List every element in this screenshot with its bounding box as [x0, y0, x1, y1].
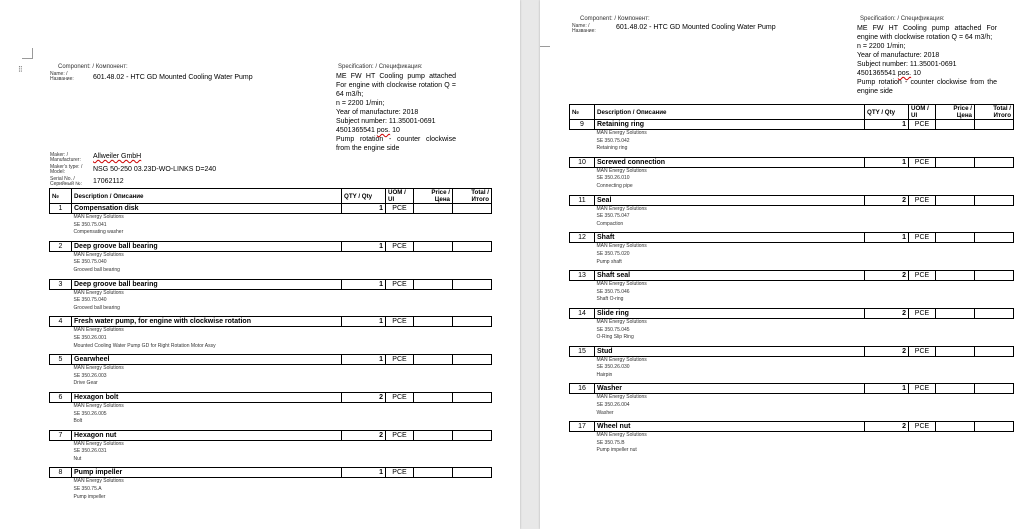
- item-number: 1: [50, 204, 72, 214]
- item-number: 14: [570, 308, 595, 318]
- item-qty: 1: [342, 317, 386, 327]
- item-detail-row: [50, 267, 492, 275]
- item-qty: 1: [865, 120, 909, 130]
- item-part: SE 350.75.040: [73, 259, 107, 266]
- item-detail-row: [50, 297, 492, 305]
- item-detail-row: [50, 380, 492, 388]
- table-header-row: [570, 105, 1014, 120]
- item-note: Connecting pipe: [596, 182, 633, 189]
- col-price-header: Price / Цена: [936, 105, 975, 120]
- item-price: [936, 422, 975, 432]
- item-price: [936, 271, 975, 281]
- item-maker: MAN Energy Solutions: [596, 167, 647, 174]
- item-price: [936, 384, 975, 394]
- item-name: Shaft seal: [595, 271, 865, 281]
- item-total: [453, 392, 492, 402]
- item-maker: MAN Energy Solutions: [596, 281, 647, 288]
- item-number: 4: [50, 317, 72, 327]
- specification-block: [857, 24, 997, 96]
- item-note: Compaction: [596, 220, 624, 227]
- item-price: [414, 241, 453, 251]
- item-price: [936, 233, 975, 243]
- item-name: Slide ring: [595, 308, 865, 318]
- spec-speed: n = 2200 1/min;: [336, 100, 385, 107]
- maker-label: Maker: / Manufacturer:: [50, 152, 81, 164]
- serial-number: 17062112: [93, 178, 124, 185]
- name-label: Name: / Название:: [50, 71, 74, 83]
- item-detail-row: [570, 213, 1014, 221]
- col-uom-header: UOM / UI: [386, 189, 414, 204]
- crop-mark-icon: [22, 48, 33, 59]
- item-detail-row: [50, 456, 492, 464]
- item-detail-row: [50, 214, 492, 222]
- item-note: Hairpin: [596, 371, 613, 378]
- col-description-header: Description / Описание: [72, 189, 342, 204]
- item-number: 12: [570, 233, 595, 243]
- item-qty: 1: [342, 468, 386, 478]
- spec-rotation: Pump rotation - counter clockwise from the engine side: [857, 79, 997, 95]
- item-detail-row: [570, 221, 1014, 229]
- table-row: [50, 204, 492, 214]
- item-part: SE 350.26.003: [73, 372, 107, 379]
- item-uom: PCE: [386, 392, 414, 402]
- item-note: Mounted Cooling Water Pump GD for Right Rotation Motor Assy: [73, 342, 216, 349]
- item-total: [975, 195, 1014, 205]
- item-detail-row: [50, 335, 492, 343]
- table-row: [50, 279, 492, 289]
- item-detail-row: [50, 402, 492, 410]
- item-note: Pump impeller nut: [596, 447, 637, 454]
- item-detail-row: [570, 440, 1014, 448]
- item-number: 2: [50, 241, 72, 251]
- item-uom: PCE: [909, 422, 936, 432]
- item-detail-row: [50, 229, 492, 237]
- specification-block: [336, 72, 456, 153]
- table-row: [50, 430, 492, 440]
- col-description-header: Description / Описание: [595, 105, 865, 120]
- item-detail-row: [570, 402, 1014, 410]
- component-name: 601.48.02 - HTC GD Mounted Cooling Water Pump: [93, 74, 253, 81]
- item-uom: PCE: [909, 346, 936, 356]
- item-detail-row: [570, 138, 1014, 146]
- item-note: Grooved ball bearing: [73, 266, 120, 273]
- drag-handle-icon[interactable]: ⁝⁝: [18, 64, 22, 74]
- item-name: Stud: [595, 346, 865, 356]
- item-detail-row: [570, 259, 1014, 267]
- item-detail-row: [50, 440, 492, 448]
- item-detail-row: [570, 167, 1014, 175]
- item-uom: PCE: [386, 241, 414, 251]
- item-uom: PCE: [909, 195, 936, 205]
- item-note: Pump impeller: [73, 493, 106, 500]
- item-detail-row: [50, 373, 492, 381]
- item-number: 7: [50, 430, 72, 440]
- item-price: [936, 120, 975, 130]
- parts-table-body: [50, 204, 492, 502]
- serial-label: Serial No. / Серийный №:: [50, 176, 83, 188]
- item-maker: MAN Energy Solutions: [73, 402, 124, 409]
- item-detail-row: [570, 130, 1014, 138]
- item-uom: PCE: [909, 271, 936, 281]
- item-part: SE 350.26.031: [73, 448, 107, 455]
- component-name: 601.48.02 - HTC GD Mounted Cooling Water Pump: [616, 24, 776, 31]
- item-total: [975, 233, 1014, 243]
- item-detail-row: [50, 289, 492, 297]
- table-row: [570, 346, 1014, 356]
- component-label: Component: / Компонент:: [580, 16, 650, 22]
- item-part: SE 350.75.B: [596, 439, 625, 446]
- maker-name: Allweiler GmbH: [93, 153, 142, 160]
- item-total: [975, 346, 1014, 356]
- col-price-header: Price / Цена: [414, 189, 453, 204]
- item-uom: PCE: [909, 120, 936, 130]
- item-detail-row: [570, 243, 1014, 251]
- item-note: Grooved ball bearing: [73, 304, 120, 311]
- item-detail-row: [570, 372, 1014, 380]
- item-name: Retaining ring: [595, 120, 865, 130]
- spec-description: ME FW HT Cooling pump attached For engine with clockwise rotation Q = 64 m3/h;: [857, 25, 997, 41]
- item-part: SE 350.75.A: [73, 486, 102, 493]
- item-uom: PCE: [386, 317, 414, 327]
- item-part: SE 350.75.042: [596, 137, 630, 144]
- item-price: [936, 346, 975, 356]
- item-number: 3: [50, 279, 72, 289]
- col-total-header: Total / Итого: [453, 189, 492, 204]
- item-detail-row: [50, 418, 492, 426]
- item-detail-row: [570, 251, 1014, 259]
- item-total: [975, 157, 1014, 167]
- item-uom: PCE: [909, 233, 936, 243]
- item-part: SE 350.75.046: [596, 288, 630, 295]
- item-detail-row: [570, 327, 1014, 335]
- item-note: Nut: [73, 455, 82, 462]
- table-row: [50, 355, 492, 365]
- item-qty: 1: [342, 279, 386, 289]
- item-maker: MAN Energy Solutions: [596, 356, 647, 363]
- item-uom: PCE: [386, 430, 414, 440]
- item-part: SE 350.75.040: [73, 297, 107, 304]
- crop-mark-icon: [540, 36, 550, 47]
- item-uom: PCE: [909, 308, 936, 318]
- spec-description: ME FW HT Cooling pump attached For engine with clockwise rotation Q = 64 m3/h;: [336, 73, 456, 98]
- item-detail-row: [570, 205, 1014, 213]
- col-uom-header: UOM / UI: [909, 105, 936, 120]
- item-qty: 1: [865, 157, 909, 167]
- table-row: [570, 195, 1014, 205]
- item-detail-row: [570, 281, 1014, 289]
- item-total: [975, 422, 1014, 432]
- item-qty: 1: [342, 204, 386, 214]
- item-price: [936, 308, 975, 318]
- item-detail-row: [570, 175, 1014, 183]
- table-row: [50, 317, 492, 327]
- item-part: SE 350.26.001: [73, 334, 107, 341]
- item-detail-row: [50, 486, 492, 494]
- makers-type-label: Maker's type: / Model:: [50, 164, 83, 176]
- spec-pos: 4501365541 pos. 10: [336, 127, 400, 134]
- item-part: SE 350.26.010: [596, 175, 630, 182]
- item-qty: 1: [342, 241, 386, 251]
- item-uom: PCE: [386, 279, 414, 289]
- col-no-header: №: [50, 189, 72, 204]
- item-uom: PCE: [386, 468, 414, 478]
- item-detail-row: [570, 334, 1014, 342]
- item-detail-row: [50, 365, 492, 373]
- item-total: [975, 384, 1014, 394]
- maker-type: NSG 50-250 03.23D-WO-LINKS D=240: [93, 166, 217, 173]
- item-qty: 2: [865, 422, 909, 432]
- item-note: Drive Gear: [73, 380, 98, 387]
- table-row: [50, 392, 492, 402]
- item-number: 15: [570, 346, 595, 356]
- item-maker: MAN Energy Solutions: [596, 394, 647, 401]
- item-detail-row: [50, 222, 492, 230]
- col-qty-header: QTY / Qty: [342, 189, 386, 204]
- item-part: SE 350.75.045: [596, 326, 630, 333]
- item-total: [453, 241, 492, 251]
- spec-speed: n = 2200 1/min;: [857, 43, 906, 50]
- item-detail-row: [50, 478, 492, 486]
- col-qty-header: QTY / Qty: [865, 105, 909, 120]
- item-name: Deep groove ball bearing: [72, 241, 342, 251]
- item-number: 8: [50, 468, 72, 478]
- table-header-row: [50, 189, 492, 204]
- item-qty: 2: [342, 392, 386, 402]
- item-qty: 1: [342, 355, 386, 365]
- item-detail-row: [570, 432, 1014, 440]
- item-detail-row: [50, 411, 492, 419]
- spec-subject: Subject number: 11.35001-0691: [857, 61, 957, 68]
- parts-table-page-1: [49, 188, 492, 501]
- spec-year: Year of manufacture: 2018: [336, 109, 419, 116]
- name-label: Name: / Название:: [572, 23, 596, 35]
- item-total: [453, 204, 492, 214]
- item-maker: MAN Energy Solutions: [73, 327, 124, 334]
- item-detail-row: [50, 494, 492, 502]
- item-detail-row: [570, 447, 1014, 455]
- item-detail-row: [570, 318, 1014, 326]
- spec-rotation: Pump rotation - counter clockwise from the engine side: [336, 136, 456, 152]
- item-number: 16: [570, 384, 595, 394]
- item-number: 5: [50, 355, 72, 365]
- item-price: [414, 204, 453, 214]
- item-name: Seal: [595, 195, 865, 205]
- item-detail-row: [50, 305, 492, 313]
- item-part: SE 350.26.030: [596, 364, 630, 371]
- item-price: [414, 468, 453, 478]
- table-row: [570, 422, 1014, 432]
- item-detail-row: [50, 327, 492, 335]
- item-maker: MAN Energy Solutions: [73, 289, 124, 296]
- item-detail-row: [570, 356, 1014, 364]
- item-part: SE 350.75.020: [596, 250, 630, 257]
- item-qty: 2: [865, 271, 909, 281]
- item-maker: MAN Energy Solutions: [73, 214, 124, 220]
- item-maker: MAN Energy Solutions: [596, 318, 647, 325]
- item-uom: PCE: [386, 355, 414, 365]
- item-detail-row: [570, 364, 1014, 372]
- item-price: [414, 392, 453, 402]
- item-note: Compensating washer: [73, 229, 124, 236]
- item-total: [975, 120, 1014, 130]
- item-part: SE 350.75.047: [596, 213, 630, 220]
- item-price: [414, 317, 453, 327]
- table-row: [570, 233, 1014, 243]
- item-name: Fresh water pump, for engine with clockwise rotation: [72, 317, 342, 327]
- table-row: [50, 468, 492, 478]
- item-name: Compensation disk: [72, 204, 342, 214]
- table-row: [570, 120, 1014, 130]
- item-detail-row: [570, 183, 1014, 191]
- document-page-2: [540, 0, 1024, 529]
- item-total: [453, 355, 492, 365]
- item-part: SE 350.26.005: [73, 410, 107, 417]
- spec-subject: Subject number: 11.35001-0691: [336, 118, 436, 125]
- table-row: [570, 271, 1014, 281]
- item-detail-row: [50, 259, 492, 267]
- item-maker: MAN Energy Solutions: [596, 130, 647, 136]
- item-price: [936, 157, 975, 167]
- component-label: Component: / Компонент:: [58, 64, 128, 70]
- specification-label: Specification: / Спецификация:: [338, 64, 423, 70]
- specification-label: Specification: / Спецификация:: [860, 16, 945, 22]
- item-price: [414, 430, 453, 440]
- item-detail-row: [570, 410, 1014, 418]
- item-price: [414, 279, 453, 289]
- item-maker: MAN Energy Solutions: [73, 365, 124, 372]
- item-number: 17: [570, 422, 595, 432]
- item-qty: 2: [865, 308, 909, 318]
- item-maker: MAN Energy Solutions: [596, 205, 647, 212]
- table-row: [570, 157, 1014, 167]
- item-detail-row: [570, 296, 1014, 304]
- item-name: Wheel nut: [595, 422, 865, 432]
- item-name: Shaft: [595, 233, 865, 243]
- item-number: 10: [570, 157, 595, 167]
- item-detail-row: [50, 448, 492, 456]
- table-row: [570, 308, 1014, 318]
- col-total-header: Total / Итого: [975, 105, 1014, 120]
- item-note: Shaft O-ring: [596, 296, 624, 303]
- item-name: Hexagon bolt: [72, 392, 342, 402]
- item-name: Washer: [595, 384, 865, 394]
- parts-table-body: [570, 120, 1014, 456]
- item-name: Pump impeller: [72, 468, 342, 478]
- item-uom: PCE: [909, 157, 936, 167]
- item-total: [975, 308, 1014, 318]
- item-number: 9: [570, 120, 595, 130]
- spec-pos: 4501365541 pos. 10: [857, 70, 921, 77]
- item-number: 11: [570, 195, 595, 205]
- item-uom: PCE: [909, 384, 936, 394]
- parts-table-page-2: [569, 104, 1014, 455]
- item-detail-row: [50, 251, 492, 259]
- item-note: Washer: [596, 409, 614, 416]
- item-number: 6: [50, 392, 72, 402]
- item-qty: 2: [865, 195, 909, 205]
- item-note: O-Ring Slip Ring: [596, 334, 634, 341]
- item-name: Hexagon nut: [72, 430, 342, 440]
- item-maker: MAN Energy Solutions: [73, 440, 124, 447]
- item-total: [453, 317, 492, 327]
- item-total: [453, 430, 492, 440]
- item-detail-row: [570, 145, 1014, 153]
- item-maker: MAN Energy Solutions: [73, 251, 124, 258]
- table-row: [570, 384, 1014, 394]
- item-total: [975, 271, 1014, 281]
- item-total: [453, 468, 492, 478]
- item-price: [414, 355, 453, 365]
- item-number: 13: [570, 271, 595, 281]
- item-note: Bolt: [73, 418, 83, 425]
- item-detail-row: [570, 394, 1014, 402]
- table-row: [50, 241, 492, 251]
- item-note: Retaining ring: [596, 145, 628, 152]
- item-maker: MAN Energy Solutions: [596, 432, 647, 439]
- item-name: Gearwheel: [72, 355, 342, 365]
- col-no-header: №: [570, 105, 595, 120]
- spec-year: Year of manufacture: 2018: [857, 52, 940, 59]
- item-name: Screwed connection: [595, 157, 865, 167]
- item-note: Pump shaft: [596, 258, 622, 265]
- item-part: SE 350.75.041: [73, 221, 107, 228]
- item-detail-row: [50, 343, 492, 351]
- item-part: SE 350.26.004: [596, 402, 630, 409]
- item-maker: MAN Energy Solutions: [73, 478, 124, 485]
- item-qty: 1: [865, 233, 909, 243]
- item-price: [936, 195, 975, 205]
- item-qty: 1: [865, 384, 909, 394]
- item-maker: MAN Energy Solutions: [596, 243, 647, 250]
- item-qty: 2: [342, 430, 386, 440]
- item-total: [453, 279, 492, 289]
- item-detail-row: [570, 289, 1014, 297]
- item-qty: 2: [865, 346, 909, 356]
- item-uom: PCE: [386, 204, 414, 214]
- item-name: Deep groove ball bearing: [72, 279, 342, 289]
